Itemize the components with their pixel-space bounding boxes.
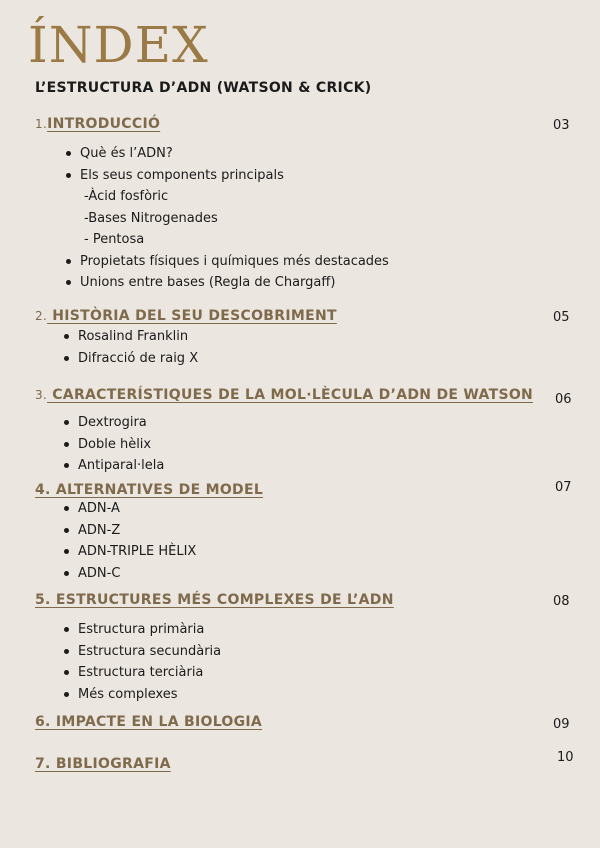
page-number: 03 (553, 118, 570, 133)
list-subitem: - Pentosa (84, 232, 145, 247)
index-title: ÍNDEX (28, 16, 209, 74)
section-heading[interactable] (35, 756, 171, 772)
section-item-list (64, 143, 389, 294)
page-number: 10 (557, 750, 574, 765)
page-number: 07 (555, 480, 572, 495)
list-item: Unions entre bases (Regla de Chargaff) (64, 272, 389, 294)
list-subitem: -Àcid fosfòric (84, 189, 169, 204)
section-item-list (62, 619, 221, 705)
page-number: 06 (555, 392, 572, 407)
section-number: 2. (35, 309, 48, 323)
list-item: Dextrogira (62, 412, 164, 434)
page-number: 09 (553, 717, 570, 732)
section-item-list (62, 326, 198, 369)
list-item: Estructura terciària (62, 662, 221, 684)
section-title: CARACTERÍSTIQUES DE LA MOL·LÈCULA D’ADN DE WATSON (47, 387, 534, 403)
list-item: Estructura primària (62, 619, 221, 641)
section-heading[interactable] (35, 482, 263, 498)
list-item: Propietats físiques i químiques més destacades (64, 251, 389, 273)
section-number: 3. (35, 388, 48, 402)
list-subitem: -Bases Nitrogenades (84, 210, 218, 226)
page-number: 05 (553, 310, 570, 325)
list-item: Què és l’ADN? (64, 143, 389, 165)
section-heading[interactable] (35, 116, 160, 132)
section-heading[interactable] (35, 387, 533, 403)
section-item-list (62, 498, 196, 584)
list-item: Difracció de raig X (62, 348, 198, 370)
section-heading[interactable] (35, 714, 262, 730)
list-item: Antiparal·lela (62, 455, 164, 477)
section-title: 5. ESTRUCTURES MÉS COMPLEXES DE L’ADN (35, 592, 394, 608)
list-item: ADN-TRIPLE HÈLIX (62, 541, 196, 563)
page-number: 08 (553, 594, 570, 609)
list-item: ADN-C (62, 563, 196, 585)
section-heading[interactable] (35, 592, 394, 608)
document-subtitle: L’ESTRUCTURA D’ADN (WATSON & CRICK) (35, 80, 372, 96)
list-item: ADN-Z (62, 520, 196, 542)
list-item: ADN-A (62, 498, 196, 520)
section-title: HISTÒRIA DEL SEU DESCOBRIMENT (47, 308, 337, 324)
section-title: 4. ALTERNATIVES DE MODEL (35, 482, 264, 498)
list-item: Rosalind Franklin (62, 326, 198, 348)
section-title: 6. IMPACTE EN LA BIOLOGIA (35, 714, 263, 730)
list-item: Més complexes (62, 684, 221, 706)
section-item-list (62, 412, 164, 477)
list-item: Doble hèlix (62, 434, 164, 456)
section-title: 7. BIBLIOGRAFIA (35, 756, 171, 772)
section-title: INTRODUCCIÓ (47, 116, 161, 132)
list-item: Estructura secundària (62, 641, 221, 663)
section-heading[interactable] (35, 308, 337, 324)
list-item: Els seus components principals (64, 165, 389, 187)
section-number: 1. (35, 117, 48, 131)
